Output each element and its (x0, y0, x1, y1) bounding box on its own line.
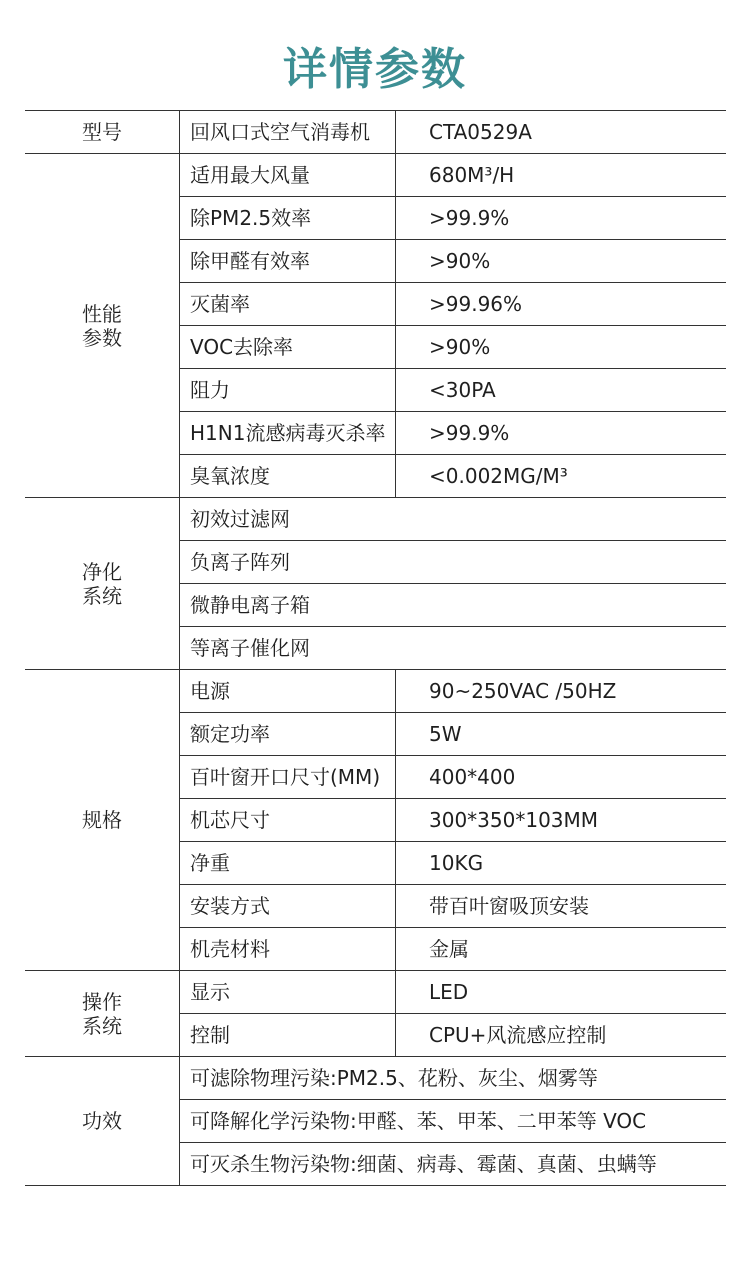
spec-name: 净重 (180, 842, 396, 885)
spec-value: 90~250VAC /50HZ (396, 670, 727, 713)
spec-value: >90% (396, 240, 727, 283)
spec-row (25, 498, 726, 541)
spec-value: >99.96% (396, 283, 727, 326)
spec-value: 10KG (396, 842, 727, 885)
spec-value: CTA0529A (396, 111, 727, 154)
spec-name: 等离子催化网 (180, 627, 727, 670)
spec-name: H1N1流感病毒灭杀率 (180, 412, 396, 455)
spec-name: 微静电离子箱 (180, 584, 727, 627)
spec-name: 可降解化学污染物:甲醛、苯、甲苯、二甲苯等 VOC (180, 1100, 727, 1143)
spec-name: 阻力 (180, 369, 396, 412)
section-label-line: 净化 (82, 559, 122, 584)
section-label-line: 性能 (82, 301, 122, 326)
section-label-line: 系统 (82, 583, 122, 608)
section-label (25, 111, 180, 154)
spec-name: 机壳材料 (180, 928, 396, 971)
spec-name: 安装方式 (180, 885, 396, 928)
section-label-line: 操作 (82, 989, 122, 1014)
page-title: 详情参数 (283, 44, 467, 95)
spec-name: 除甲醛有效率 (180, 240, 396, 283)
spec-name: 额定功率 (180, 713, 396, 756)
section-label (25, 971, 180, 1057)
spec-table (25, 110, 726, 1186)
spec-name: 适用最大风量 (180, 154, 396, 197)
spec-value: 金属 (396, 928, 727, 971)
spec-value: >99.9% (396, 412, 727, 455)
spec-row (25, 154, 726, 197)
spec-name: 初效过滤网 (180, 498, 727, 541)
spec-value: <0.002MG/M³ (396, 455, 727, 498)
spec-row (25, 1057, 726, 1100)
spec-row (25, 111, 726, 154)
spec-name: 百叶窗开口尺寸(MM) (180, 756, 396, 799)
spec-name: 可滤除物理污染:PM2.5、花粉、灰尘、烟雾等 (180, 1057, 727, 1100)
spec-name: 负离子阵列 (180, 541, 727, 584)
spec-value: LED (396, 971, 727, 1014)
spec-name: VOC去除率 (180, 326, 396, 369)
section-label-line: 系统 (82, 1013, 122, 1038)
spec-name: 显示 (180, 971, 396, 1014)
section-label (25, 498, 180, 670)
spec-name: 除PM2.5效率 (180, 197, 396, 240)
spec-value: 400*400 (396, 756, 727, 799)
spec-name: 可灭杀生物污染物:细菌、病毒、霉菌、真菌、虫螨等 (180, 1143, 727, 1186)
spec-value: 680M³/H (396, 154, 727, 197)
spec-value: 带百叶窗吸顶安装 (396, 885, 727, 928)
section-label-line: 型号 (82, 120, 122, 144)
section-label (25, 154, 180, 498)
spec-name: 控制 (180, 1014, 396, 1057)
spec-value: >90% (396, 326, 727, 369)
spec-name: 机芯尺寸 (180, 799, 396, 842)
spec-name: 臭氧浓度 (180, 455, 396, 498)
spec-name: 电源 (180, 670, 396, 713)
spec-value: 300*350*103MM (396, 799, 727, 842)
spec-name: 灭菌率 (180, 283, 396, 326)
section-label (25, 1057, 180, 1186)
spec-value: >99.9% (396, 197, 727, 240)
spec-value: <30PA (396, 369, 727, 412)
spec-row (25, 971, 726, 1014)
section-label-line: 规格 (82, 808, 122, 832)
section-label-line: 功效 (82, 1109, 122, 1133)
spec-name: 回风口式空气消毒机 (180, 111, 396, 154)
spec-value: CPU+风流感应控制 (396, 1014, 727, 1057)
section-label-line: 参数 (82, 325, 122, 350)
spec-value: 5W (396, 713, 727, 756)
spec-row (25, 670, 726, 713)
section-label (25, 670, 180, 971)
